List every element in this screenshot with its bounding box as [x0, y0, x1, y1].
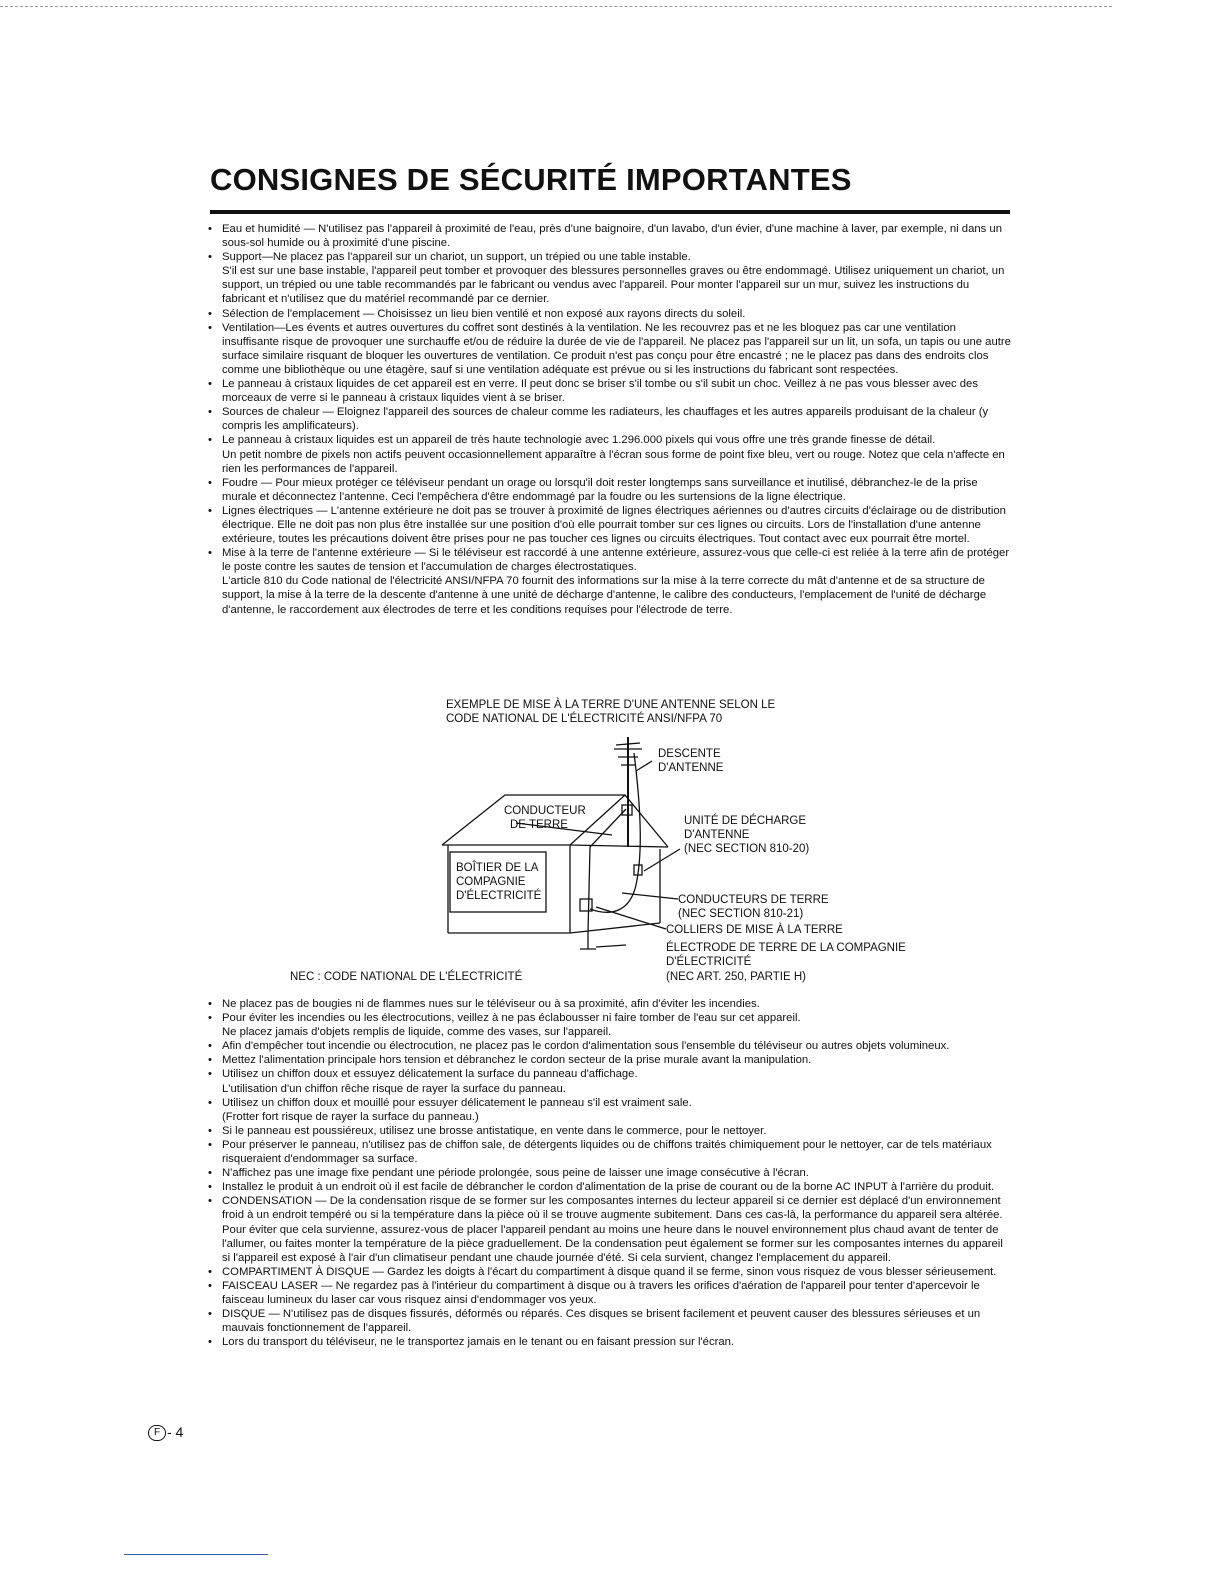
label-electrode-3: (NEC ART. 250, PARTIE H) — [666, 971, 806, 983]
label-electrode-2: D'ÉLECTRICITÉ — [666, 956, 752, 968]
label-lead-in-1: DESCENTE — [658, 748, 721, 760]
safety-item — [206, 321, 1012, 377]
safety-item-text: • Si le panneau est poussiéreux, utilisez une brosse antistatique, en vente dans le commerce, pour le nettoyer. — [222, 1124, 767, 1137]
page-title: CONSIGNES DE SÉCURITÉ IMPORTANTES — [210, 162, 852, 197]
safety-item-text: Un petit nombre de pixels non actifs peuvent occasionnellement apparaître à l'écran sous forme de point fixe bleu, vert ou rouge. Notez que cela n'affecte en rien les performances de l'appareil. — [222, 448, 1005, 475]
safety-item — [206, 1124, 1012, 1138]
leader-lead-in — [636, 761, 652, 771]
safety-item-text: • N'affichez pas une image fixe pendant une période prolongée, sous peine de laisser une image consécutive à l'écran. — [222, 1167, 809, 1180]
label-service-2: COMPAGNIE — [456, 876, 526, 888]
safety-item — [206, 1011, 1012, 1039]
title-underline — [210, 210, 1010, 214]
safety-item — [206, 476, 1012, 504]
safety-item — [206, 405, 1012, 433]
safety-item-text: • Sources de chaleur — Eloignez l'appareil des sources de chaleur comme les radiateurs, les chauffages et les autres appareils produisant de la chaleur (y compris les amplificateurs). — [222, 406, 989, 433]
label-service-1: BOÎTIER DE LA — [456, 862, 539, 874]
label-discharge-1: UNITÉ DE DÉCHARGE — [684, 815, 807, 827]
safety-item-text: Ne placez jamais d'objets remplis de liquide, comme des vases, sur l'appareil. — [222, 1026, 612, 1039]
leader-discharge — [644, 849, 680, 871]
safety-item — [206, 1138, 1012, 1166]
safety-item-text: • Afin d'empêcher tout incendie ou électrocution, ne placez pas le cordon d'alimentation sous l'ensemble du téléviseur ou autres objets volumineux. — [222, 1040, 950, 1053]
safety-item-text: L'utilisation d'un chiffon rêche risque de rayer la surface du panneau. — [222, 1082, 566, 1095]
safety-item-text: • Utilisez un chiffon doux et essuyez délicatement la surface du panneau d'affichage. — [222, 1068, 638, 1081]
safety-item-text: • Support—Ne placez pas l'appareil sur un chariot, un support, un trépied ou une table instable. — [222, 251, 691, 264]
safety-item-text: • Lors du transport du téléviseur, ne le transportez jamais en le tenant ou en faisant pression sur l'écran. — [222, 1336, 735, 1349]
safety-item-text: • Ventilation—Les évents et autres ouvertures du coffret sont destinés à la ventilation. Ne les recouvrez pas et ne les bloquez pas car une ventilation insuffisante risque de provoquer une surchauffe et/ou de réduire la durée de vie de l'appareil. Ne placez pas l'appareil sur un lit, un sofa, un tapis ou une autre surface similaire risquant de bloquer les ouvertures de ventilation. Ce produit n'est pas conçu pour être encastré ; ne le placez pas dans des endroits clos comme une bibliothèque ou une étagère, sauf si une ventilation adéquate est prévue ou si les instructions du fabricant sont respectées. — [222, 321, 1011, 376]
safety-item-text: • Foudre — Pour mieux protéger ce téléviseur pendant un orage ou lorsqu'il doit rester longtemps sans surveillance et inutilisé, débranchez-le de la prise murale et déconnectez l'antenne. Ceci l'empêchera d'être endommagé par la foudre ou les surtensions de la ligne électrique. — [222, 476, 978, 503]
safety-item — [206, 307, 1012, 321]
safety-item — [206, 1067, 1012, 1095]
safety-item — [206, 1180, 1012, 1194]
ground-line — [448, 923, 660, 933]
safety-item — [206, 1265, 1012, 1279]
safety-item-text: • Utilisez un chiffon doux et mouillé pour essuyer délicatement le panneau s'il est vraiment sale. — [222, 1096, 692, 1109]
safety-item — [206, 504, 1012, 546]
label-conductors-1: CONDUCTEURS DE TERRE — [678, 894, 829, 906]
safety-item — [206, 997, 1012, 1011]
safety-item-text: • Mettez l'alimentation principale hors tension et débranchez le cordon secteur de la prise murale avant la manipulation. — [222, 1054, 812, 1067]
safety-item-text: • DISQUE — N'utilisez pas de disques fissurés, déformés ou réparés. Ces disques se brisent facilement et peuvent causer des blessures sérieuses et un mauvais fonctionnement de l'appareil. — [222, 1308, 981, 1335]
roof-ridge-side — [570, 845, 668, 847]
safety-item — [206, 1307, 1012, 1335]
bottom-rule — [124, 1554, 268, 1555]
label-service-3: D'ÉLECTRICITÉ — [456, 890, 542, 902]
leader-electrode — [596, 945, 626, 947]
safety-item — [206, 546, 1012, 616]
antenna-grounding-diagram — [250, 697, 950, 993]
safety-item-text: • Sélection de l'emplacement — Choisissez un lieu bien ventilé et non exposé aux rayons directs du soleil. — [222, 307, 746, 320]
label-conductors-2: (NEC SECTION 810-21) — [678, 908, 804, 920]
safety-item — [206, 250, 1012, 306]
safety-item — [206, 1335, 1012, 1349]
label-discharge-2: D'ANTENNE — [684, 829, 750, 841]
safety-item — [206, 1194, 1012, 1264]
diagram-caption-line2: CODE NATIONAL DE L'ÉLECTRICITÉ ANSI/NFPA 70 — [446, 713, 723, 725]
label-ground-clamp-2: DE TERRE — [510, 819, 568, 831]
label-nec-note: NEC : CODE NATIONAL DE L'ÉLECTRICITÉ — [290, 971, 523, 983]
safety-item-text: • COMPARTIMENT À DISQUE — Gardez les doigts à l'écart du compartiment à disque quand il se ferme, sinon vous risquez de vous blesser sérieusement. — [222, 1265, 997, 1278]
safety-item-text: L'article 810 du Code national de l'électricité ANSI/NFPA 70 fournit des informations sur la mise à la terre correcte du mât d'antenne et de sa structure de support, la mise à la terre de la descente d'antenne à une unité de décharge d'antenne, le calibre des conducteurs, l'emplacement de l'unité de décharge d'antenne, le raccordement aux électrodes de terre et les conditions requises pour l'électrode de terre. — [222, 575, 987, 616]
safety-item-text: • Ne placez pas de bougies ni de flammes nues sur le téléviseur ou à sa proximité, afin d'éviter les incendies. — [222, 998, 760, 1010]
page-number — [148, 1424, 183, 1441]
safety-item-text: • Lignes électriques — L'antenne extérieure ne doit pas se trouver à proximité de lignes électriques aériennes ou d'autres circuits d'éclairage ou de distribution électrique. Elle ne doit pas non plus être installée sur une position d'où elle pourrait tomber sur ces lignes ou circuits. Lors de l'installation d'une antenne extérieure, toutes les précautions doivent être prises pour ne pas toucher ces lignes ou circuits électriques. Tout contact avec eux pourrait être mortel. — [222, 504, 1006, 546]
label-ground-clamp-1: CONDUCTEUR — [504, 805, 586, 817]
house-drawing — [442, 737, 680, 949]
safety-item-text: • CONDENSATION — De la condensation risque de se former sur les composantes internes du lecteur appareil si ce dernier est déplacé d'un environnement froid à un endroit tempéré ou si la température dans la pièce où il se trouve augmente subitement. Dans ces cas-là, la performance du appareil sera altérée. Pour éviter que cela survienne, assurez-vous de placer l'appareil pendant au moins une heure dans le nouvel environnement plus chaud avant de tenter de l'allumer, ou faites monter la température de la pièce graduellement. De la condensation peut également se former sur les composantes internes du appareil si l'appareil est exposé à l'air d'un climatiseur pendant une chaude journée d'été. Si cela survient, changez l'emplacement du appareil. — [222, 1195, 1003, 1264]
safety-item-text: • FAISCEAU LASER — Ne regardez pas à l'intérieur du compartiment à disque ou à travers les orifices d'aération de l'appareil pour tenter d'apercevoir le faisceau lumineux du laser car vous risquez ainsi d'endommager vos yeux. — [222, 1279, 980, 1306]
safety-item — [206, 433, 1012, 475]
safety-item-text: (Frotter fort risque de rayer la surface du panneau.) — [222, 1110, 479, 1123]
safety-item-text: • Le panneau à cristaux liquides est un appareil de très haute technologie avec 1.296.000 pixels qui vous offre une très grande finesse de détail. — [222, 434, 936, 447]
safety-item-text: • Mise à la terre de l'antenne extérieure — Si le téléviseur est raccordé à une antenne extérieure, assurez-vous que celle-ci est reliée à la terre afin de protéger le poste contre les sautes de tension et l'accumulation de charges électrostatiques. — [222, 547, 1010, 574]
safety-item — [206, 1039, 1012, 1053]
safety-item-text: • Eau et humidité — N'utilisez pas l'appareil à proximité de l'eau, près d'une baignoire, d'un lavabo, d'un évier, d'une machine à laver, par exemple, ni dans un sous-sol humide ou à proximité d'une piscine. — [222, 223, 1002, 250]
safety-item — [206, 222, 1012, 250]
safety-item — [206, 1166, 1012, 1180]
diagram-caption-line1: EXEMPLE DE MISE À LA TERRE D'UNE ANTENNE SELON LE — [446, 699, 776, 711]
language-badge: F — [148, 1425, 166, 1441]
label-electrode-1: ÉLECTRODE DE TERRE DE LA COMPAGNIE — [666, 942, 906, 954]
safety-item-text: • Installez le produit à un endroit où il est facile de débrancher le cordon d'alimentation de la prise de courant ou de la borne AC INPUT à l'arrière du produit. — [222, 1181, 995, 1194]
safety-item — [206, 1279, 1012, 1307]
label-discharge-3: (NEC SECTION 810-20) — [684, 843, 810, 855]
ground-electrode — [580, 933, 596, 949]
safety-item-text: • Pour éviter les incendies ou les électrocutions, veillez à ne pas éclabousser ni faire tomber de l'eau sur cet appareil. — [222, 1012, 801, 1025]
safety-item-text: S'il est sur une base instable, l'appareil peut tomber et provoquer des blessures personnelles graves ou être endommagé. Utilisez uniquement un chariot, un support, un trépied ou une table recommandés par le fabricant ou vendus avec l'appareil. Pour monter l'appareil sur un mur, suivez les instructions du fabricant et n'utilisez que du matériel recommandé par ce dernier. — [222, 265, 1005, 306]
safety-item — [206, 377, 1012, 405]
page-number-text: - 4 — [167, 1424, 184, 1440]
safety-list-bottom — [206, 997, 1012, 1349]
label-clamps: COLLIERS DE MISE À LA TERRE — [666, 924, 843, 936]
safety-item-text: • Pour préserver le panneau, n'utilisez pas de chiffon sale, de détergents liquides ou de chiffons traités chimiquement pour le nettoyer, car de tels matériaux risqueraient d'endommager sa surface. — [222, 1138, 992, 1166]
label-lead-in-2: D'ANTENNE — [658, 762, 724, 774]
safety-item — [206, 1096, 1012, 1124]
safety-item-text: • Le panneau à cristaux liquides de cet appareil est en verre. Il peut donc se briser s'il tombe ou s'il subit un choc. Veillez à ne pas vous blesser avec des morceaux de verre si le panneau à cristaux liquides vient à se briser. — [222, 378, 978, 405]
top-dashed-rule — [0, 6, 1112, 7]
safety-list-top — [206, 222, 1012, 617]
safety-item — [206, 1053, 1012, 1067]
